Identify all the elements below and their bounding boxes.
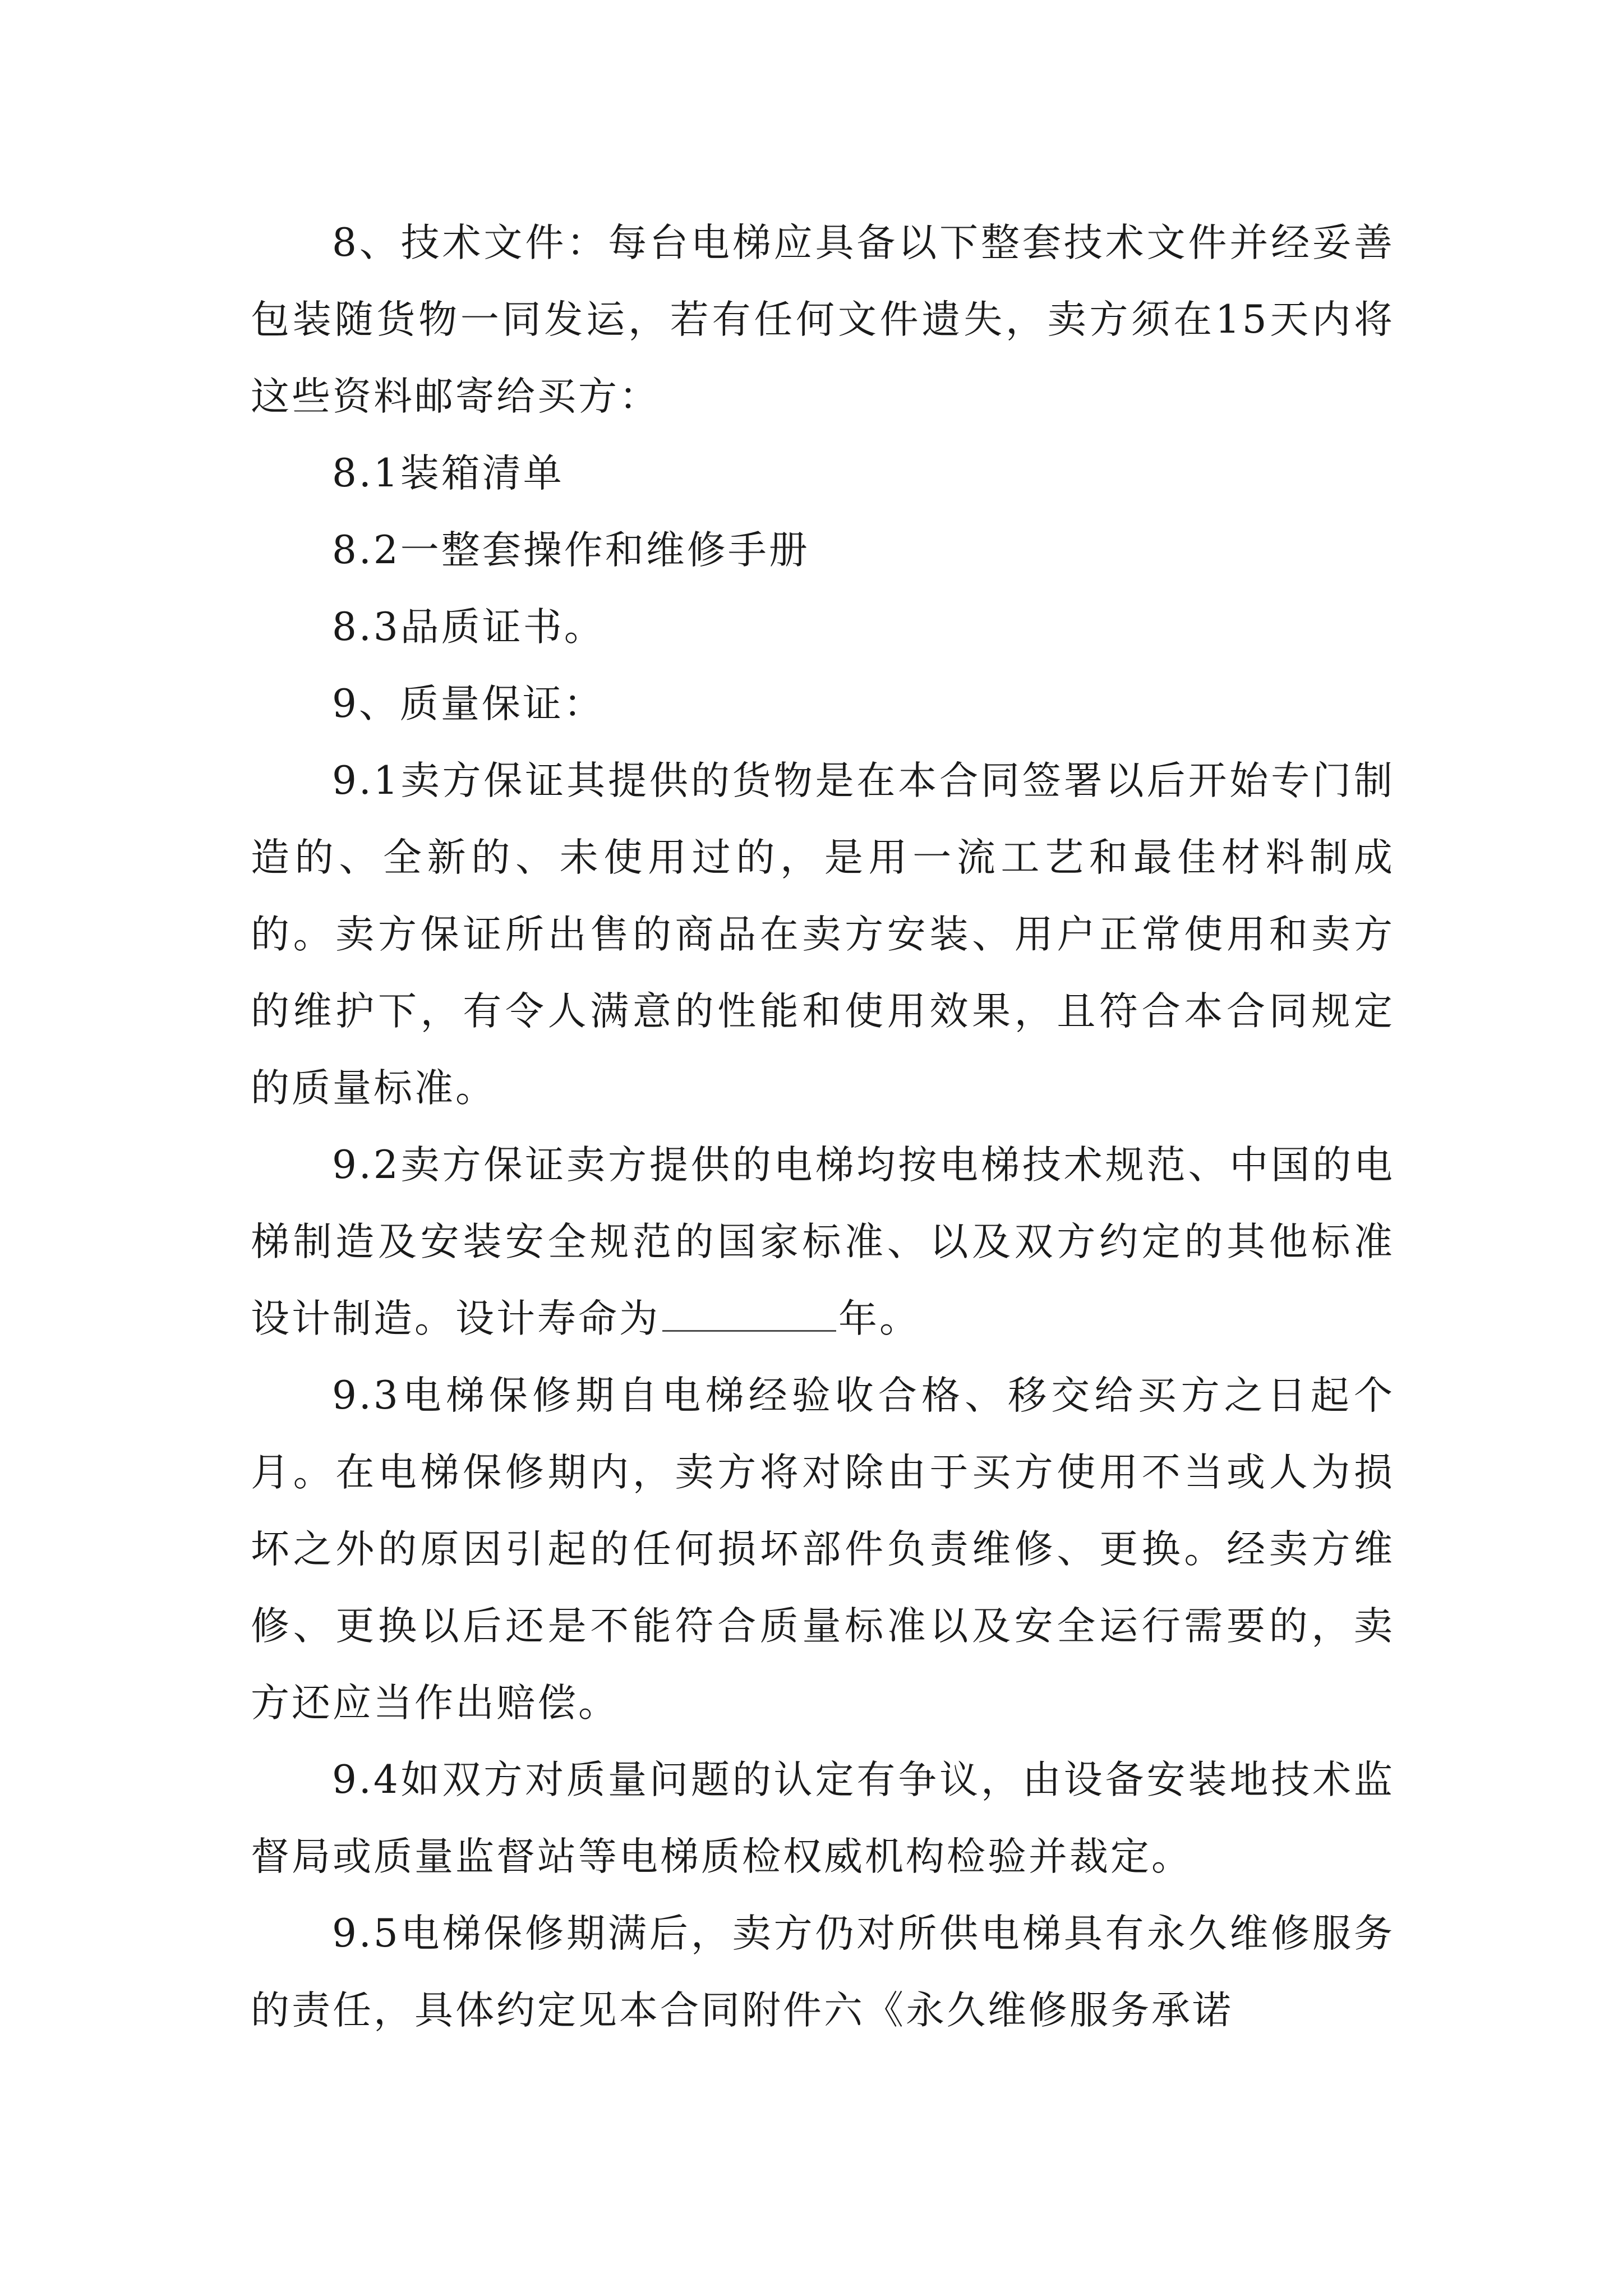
paragraph-9-5: 9.5电梯保修期满后，卖方仍对所供电梯具有永久维修服务的责任，具体约定见本合同附件六《永久维修服务承诺 (251, 1911, 1395, 2033)
document-body (251, 205, 1395, 2049)
paragraph-8-2-manuals: 8.2一整套操作和维修手册 (332, 528, 810, 573)
paragraph-8-3-quality-certificate: 8.3品质证书。 (332, 605, 605, 650)
paragraph-8-1-packing-list: 8.1装箱清单 (332, 451, 564, 496)
paragraph-9-2 (251, 1127, 1395, 1358)
paragraph-9-2-suffix: 年。 (838, 1296, 920, 1341)
paragraph-9-2-text: 9.2卖方保证卖方提供的电梯均按电梯技术规范、中国的电梯制造及安装安全规范的国家标准、以及双方约定的其他标准设计制造。设计寿命为 (251, 1143, 1395, 1341)
paragraph-8-technical-documents: 8、技术文件：每台电梯应具备以下整套技术文件并经妥善包装随货物一同发运，若有任何文件遗失，卖方须在15天内将这些资料邮寄给买方： (251, 220, 1395, 419)
design-life-blank-field (662, 1296, 836, 1332)
paragraph-9-3: 9.3电梯保修期自电梯经验收合格、移交给买方之日起个月。在电梯保修期内，卖方将对除由于买方使用不当或人为损坏之外的原因引起的任何损坏部件负责维修、更换。经卖方维修、更换以后还是不能符合质量标准以及安全运行需要的，卖方还应当作出赔偿。 (251, 1373, 1395, 1726)
paragraph-9-quality-assurance: 9、质量保证： (332, 682, 605, 726)
paragraph-9-4: 9.4如双方对质量问题的认定有争议，由设备安装地技术监督局或质量监督站等电梯质检权威机构检验并裁定。 (251, 1757, 1395, 1879)
paragraph-9-1: 9.1卖方保证其提供的货物是在本合同签署以后开始专门制造的、全新的、未使用过的，是用一流工艺和最佳材料制成的。卖方保证所出售的商品在卖方安装、用户正常使用和卖方的维护下，有令人满意的性能和使用效果，且符合本合同规定的质量标准。 (251, 758, 1395, 1111)
